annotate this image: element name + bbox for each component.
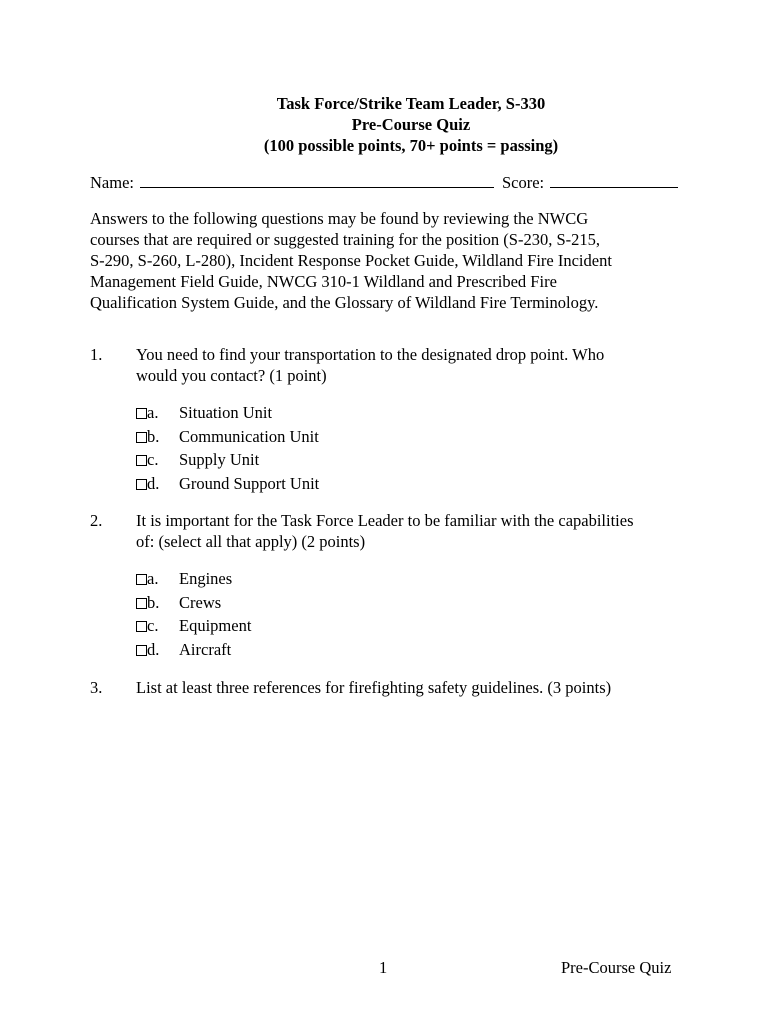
checkbox-icon[interactable] xyxy=(136,408,147,419)
option-text: Supply Unit xyxy=(179,450,260,469)
checkbox-icon[interactable] xyxy=(136,621,147,632)
option-letter: d. xyxy=(147,473,160,493)
option-text: Ground Support Unit xyxy=(179,473,320,493)
option-text: Communication Unit xyxy=(179,426,319,446)
option-letter: b. xyxy=(147,592,160,612)
option-c xyxy=(136,448,319,472)
document-title: Task Force/Strike Team Leader, S-330 xyxy=(276,94,546,113)
intro-line: Qualification System Guide, and the Glossary of Wildland Fire Terminology. xyxy=(90,293,599,312)
checkbox-icon[interactable] xyxy=(136,432,147,443)
document-subtitle: Pre-Course Quiz xyxy=(351,115,471,134)
title-block xyxy=(0,93,770,156)
option-d xyxy=(136,638,251,662)
option-a xyxy=(136,401,319,425)
intro-line: courses that are required or suggested training for the position (S-230, S-215, xyxy=(90,230,601,249)
option-text: Crews xyxy=(179,592,222,612)
checkbox-icon[interactable] xyxy=(136,598,147,609)
footer-label: Pre-Course Quiz xyxy=(561,958,672,977)
option-a xyxy=(136,567,251,591)
question-line: It is important for the Task Force Leader to be familiar with the capabilities xyxy=(136,511,634,530)
answer-options xyxy=(136,401,319,495)
page-number: 1 xyxy=(379,958,388,977)
question-line: You need to find your transportation to the designated drop point. Who xyxy=(136,345,605,364)
option-letter: b. xyxy=(147,426,160,446)
checkbox-icon[interactable] xyxy=(136,645,147,656)
option-letter: a. xyxy=(147,569,159,588)
question-number: 2. xyxy=(90,511,103,530)
option-letter: a. xyxy=(147,403,159,422)
question-text xyxy=(136,677,676,698)
option-letter: d. xyxy=(147,639,160,659)
option-text: Aircraft xyxy=(179,639,232,659)
option-b xyxy=(136,591,251,615)
option-text: Situation Unit xyxy=(179,403,273,422)
name-label: Name: xyxy=(90,173,134,192)
option-c xyxy=(136,614,251,638)
intro-line: S-290, S-260, L-280), Incident Response Pocket Guide, Wildland Fire Incident xyxy=(90,251,612,270)
score-field[interactable] xyxy=(550,173,678,188)
question-text xyxy=(136,344,676,386)
option-b xyxy=(136,425,319,449)
question-line: List at least three references for firefighting safety guidelines. (3 points) xyxy=(136,678,612,697)
question-number: 1. xyxy=(90,345,103,364)
option-letter: c. xyxy=(147,616,159,635)
question-text xyxy=(136,510,676,552)
intro-line: Management Field Guide, NWCG 310-1 Wildland and Prescribed Fire xyxy=(90,272,557,291)
intro-paragraph xyxy=(90,208,690,313)
option-d xyxy=(136,472,319,496)
question-number: 3. xyxy=(90,678,103,697)
checkbox-icon[interactable] xyxy=(136,455,147,466)
question-line: of: (select all that apply) (2 points) xyxy=(136,532,366,551)
intro-line: Answers to the following questions may be found by reviewing the NWCG xyxy=(90,209,589,228)
checkbox-icon[interactable] xyxy=(136,479,147,490)
checkbox-icon[interactable] xyxy=(136,574,147,585)
name-score-row xyxy=(90,172,678,193)
question-line: would you contact? (1 point) xyxy=(136,366,327,385)
option-letter: c. xyxy=(147,450,159,469)
score-label: Score: xyxy=(501,173,545,192)
option-text: Engines xyxy=(179,569,233,588)
answer-options xyxy=(136,567,251,661)
name-field[interactable] xyxy=(140,173,494,188)
option-text: Equipment xyxy=(179,616,252,635)
points-note: (100 possible points, 70+ points = passing) xyxy=(263,136,559,155)
